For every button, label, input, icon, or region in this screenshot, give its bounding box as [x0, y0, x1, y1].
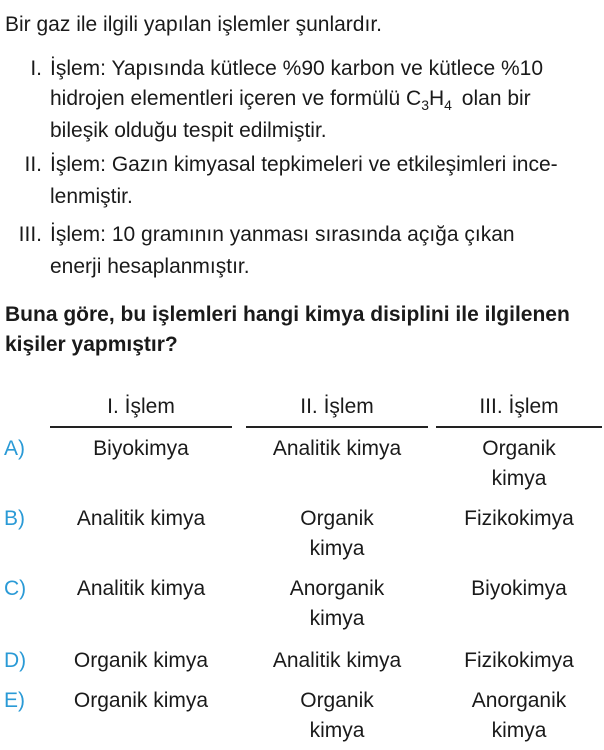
- column-header-1: I. İşlem: [107, 395, 175, 418]
- step-text-part: hidrojen elementleri içeren ve formülü: [50, 87, 401, 110]
- option-cell: [50, 434, 232, 464]
- option-cell-line: Anorganik: [289, 577, 385, 600]
- option-cell-line: Analitik kimya: [76, 577, 206, 600]
- option-cell-line: Anorganik: [471, 689, 567, 712]
- option-cell-line: Organik: [300, 507, 374, 530]
- option-cell-line: Analitik kimya: [272, 649, 402, 672]
- option-cell: [436, 434, 602, 494]
- column-header-3: III. İşlem: [479, 395, 559, 418]
- option-cell: [50, 686, 232, 716]
- header-rule: [436, 426, 602, 428]
- option-cell-line: Fizikokimya: [464, 649, 574, 672]
- option-cell-line: Analitik kimya: [76, 507, 206, 530]
- step-text-line: lenmiştir.: [50, 185, 133, 208]
- option-cell: [246, 686, 428, 746]
- option-cell-line: Organik: [482, 437, 556, 460]
- option-cell-line: Analitik kimya: [272, 437, 402, 460]
- option-letter[interactable]: D): [4, 649, 27, 672]
- step-number: I.: [30, 57, 42, 80]
- option-cell-line: Biyokimya: [471, 577, 567, 600]
- option-cell-line: kimya: [491, 467, 547, 490]
- option-cell: [436, 646, 602, 676]
- option-cell: [246, 504, 428, 564]
- step-number: II.: [24, 153, 42, 176]
- column-header-2: II. İşlem: [300, 395, 374, 418]
- option-cell-line: Organik kimya: [73, 689, 209, 712]
- option-cell-line: Fizikokimya: [464, 507, 574, 530]
- option-cell-line: Biyokimya: [93, 437, 189, 460]
- option-cell: [436, 686, 602, 746]
- option-cell: [50, 504, 232, 534]
- option-cell-line: Organik: [300, 689, 374, 712]
- intro-text: Bir gaz ile ilgili yapılan işlemler şunlardır.: [5, 13, 382, 36]
- option-cell: [246, 574, 428, 634]
- step-text-line: [50, 84, 591, 114]
- option-cell: [50, 574, 232, 604]
- option-letter[interactable]: B): [4, 507, 25, 530]
- step-text-line: İşlem: Gazın kimyasal tepkimeleri ve etkileşimleri ince-: [50, 153, 558, 176]
- header-rule: [246, 426, 428, 428]
- step-text-line: enerji hesaplanmıştır.: [50, 255, 250, 278]
- option-cell: [246, 646, 428, 676]
- option-cell: [50, 646, 232, 676]
- option-letter[interactable]: E): [4, 689, 25, 712]
- step-number: III.: [18, 223, 42, 246]
- option-letter[interactable]: A): [4, 437, 25, 460]
- option-cell-line: kimya: [491, 719, 547, 742]
- header-rule: [50, 426, 232, 428]
- option-cell: [436, 504, 602, 534]
- option-cell: [246, 434, 428, 464]
- step-text-part: olan bir: [461, 87, 531, 110]
- step-text-line: İşlem: 10 gramının yanması sırasında açığa çıkan: [50, 223, 515, 246]
- question-text: Buna göre, bu işlemleri hangi kimya disiplini ile ilgilenen kişiler yapmıştır?: [5, 303, 570, 356]
- option-cell-line: kimya: [309, 607, 365, 630]
- chemical-formula: $C_3H_4$: [406, 87, 452, 113]
- option-cell-line: kimya: [309, 537, 365, 560]
- option-cell-line: Organik kimya: [73, 649, 209, 672]
- option-cell: [436, 574, 602, 604]
- step-text-line: bileşik olduğu tespit edilmiştir.: [50, 119, 327, 142]
- step-text-line: İşlem: Yapısında kütlece %90 karbon ve kütlece %10: [50, 57, 544, 80]
- option-cell-line: kimya: [309, 719, 365, 742]
- option-letter[interactable]: C): [4, 577, 27, 600]
